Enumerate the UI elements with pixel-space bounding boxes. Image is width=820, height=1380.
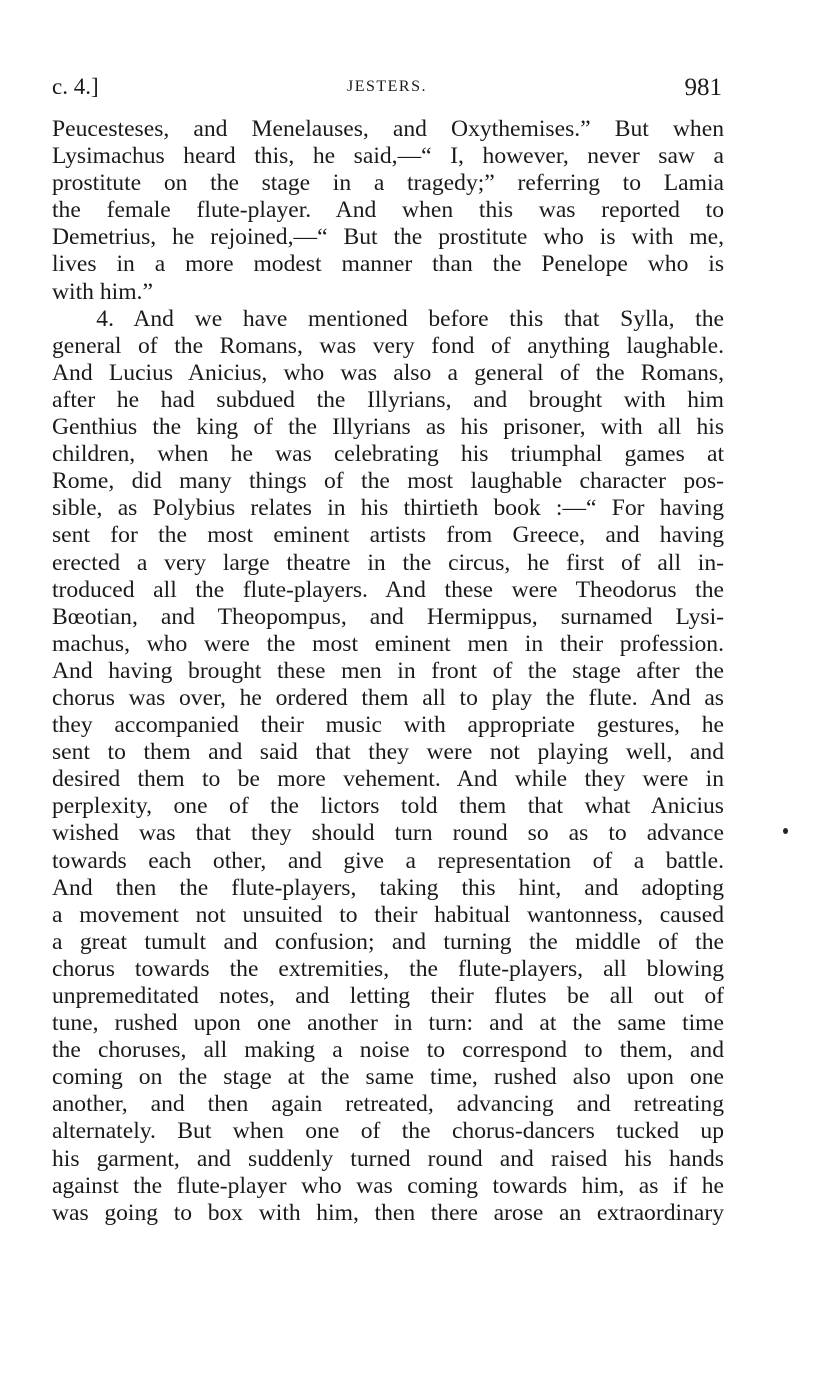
text-line: against the flute-player who was coming towards him, as if he xyxy=(52,1172,724,1199)
text-line: Demetrius, he rejoined,—“ But the prostitute who is with me, xyxy=(52,224,724,251)
page-number: 981 xyxy=(684,74,722,101)
text-line: unpremeditated notes, and letting their flutes be all out of xyxy=(52,983,724,1009)
text-line: the choruses, all making a noise to correspond to them, and xyxy=(52,1037,724,1064)
text-line: tune, rushed upon one another in turn: and at the same time xyxy=(52,1010,724,1037)
text-line: desired them to be more vehement. And while they were in xyxy=(52,766,724,793)
body-text xyxy=(52,116,724,1227)
text-line: And Lucius Anicius, who was also a general of the Romans, xyxy=(52,359,724,386)
text-line: machus, who were the most eminent men in their profession. xyxy=(52,630,724,657)
text-line: Rome, did many things of the most laughable character pos- xyxy=(52,468,724,495)
text-line: they accompanied their music with appropriate gestures, he xyxy=(52,712,724,739)
text-line: lives in a more modest manner than the Penelope who is xyxy=(52,251,724,278)
text-line: Peucesteses, and Menelauses, and Oxythemises.” But when xyxy=(52,116,724,142)
text-line: Bœotian, and Theopompus, and Hermippus, surnamed Lysi- xyxy=(52,603,724,630)
text-line: 4. And we have mentioned before this that Sylla, the xyxy=(52,305,724,332)
text-line: troduced all the flute-players. And these were Theodorus the xyxy=(52,576,724,603)
text-line: sent for the most eminent artists from Greece, and having xyxy=(52,522,724,549)
text-line: prostitute on the stage in a tragedy;” referring to Lamia xyxy=(52,170,724,197)
chapter-reference: c. 4.] xyxy=(52,74,99,99)
running-title: JESTERS. xyxy=(346,78,427,95)
text-line: a movement not unsuited to their habitual wantonness, caused xyxy=(52,901,724,928)
text-line: Lysimachus heard this, he said,—“ I, however, never saw a xyxy=(52,143,724,170)
running-head xyxy=(52,74,722,104)
text-line: chorus was over, he ordered them all to play the flute. And as xyxy=(52,684,724,711)
text-line: another, and then again retreated, advancing and retreating xyxy=(52,1091,724,1118)
text-line: perplexity, one of the lictors told them that what Anicius xyxy=(52,793,724,820)
text-line: the female flute-player. And when this was reported to xyxy=(52,197,724,224)
text-line: sent to them and said that they were not playing well, and xyxy=(52,739,724,766)
text-line: wished was that they should turn round so as to advance xyxy=(52,820,724,847)
text-line: Genthius the king of the Illyrians as his prisoner, with all his xyxy=(52,414,724,441)
text-line: after he had subdued the Illyrians, and brought with him xyxy=(52,386,724,413)
text-line: children, when he was celebrating his triumphal games at xyxy=(52,441,724,468)
text-line: And then the flute-players, taking this hint, and adopting xyxy=(52,874,724,901)
text-line: chorus towards the extremities, the flute-players, all blowing xyxy=(52,955,724,982)
text-line: coming on the stage at the same time, rushed also upon one xyxy=(52,1064,724,1091)
print-speck xyxy=(783,828,788,834)
text-line: with him.” xyxy=(52,278,153,305)
text-line: sible, as Polybius relates in his thirtieth book :—“ For having xyxy=(52,495,724,522)
text-line: alternately. But when one of the chorus-dancers tucked up xyxy=(52,1118,724,1145)
text-line: erected a very large theatre in the circus, he first of all in- xyxy=(52,549,724,576)
text-line: towards each other, and give a representation of a battle. xyxy=(52,847,724,874)
text-line: And having brought these men in front of the stage after the xyxy=(52,657,724,684)
text-line: his garment, and suddenly turned round and raised his hands xyxy=(52,1145,724,1172)
text-line: was going to box with him, then there arose an extraordinary xyxy=(52,1199,724,1226)
text-line: a great tumult and confusion; and turning the middle of the xyxy=(52,928,724,955)
text-line: general of the Romans, was very fond of anything laughable. xyxy=(52,332,724,359)
